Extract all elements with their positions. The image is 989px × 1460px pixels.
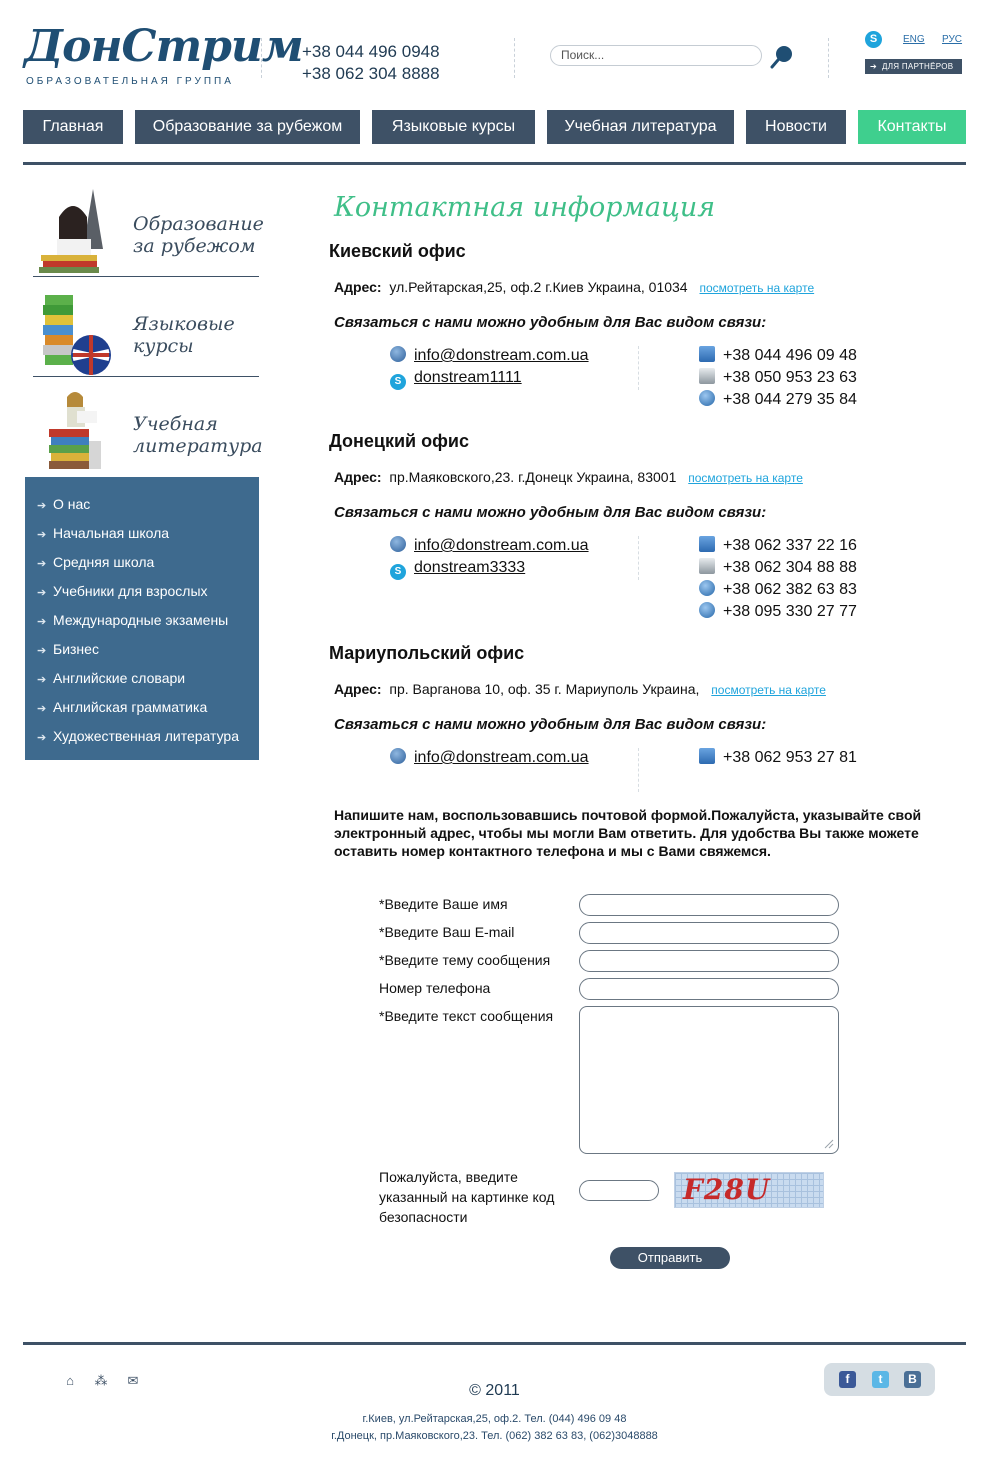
contacts-divider [638, 536, 639, 580]
nav-literature[interactable]: Учебная литература [547, 110, 734, 144]
nav-home[interactable]: Главная [23, 110, 123, 144]
phone-number: +38 062 382 63 83 [723, 581, 857, 598]
contacts-divider [638, 748, 639, 792]
sidebar-item-fiction[interactable] [37, 728, 239, 746]
arrow-right-icon: ➔ [37, 558, 47, 570]
search-icon [770, 45, 794, 69]
office-address [334, 469, 803, 485]
captcha-input[interactable] [579, 1180, 659, 1201]
mobile-icon [699, 390, 715, 406]
address-label: Адрес: [334, 279, 382, 295]
email-item[interactable] [390, 345, 589, 367]
map-link[interactable]: посмотреть на карте [688, 471, 803, 485]
sidebar-item-label: О нас [53, 496, 91, 512]
arrow-right-icon: ➔ [37, 732, 47, 744]
mail-icon[interactable]: ✉ [127, 1373, 139, 1388]
skype-icon: S [390, 374, 406, 390]
search-input[interactable]: Поиск... [550, 45, 762, 66]
nav-study-abroad[interactable]: Образование за рубежом [135, 110, 360, 144]
arrow-right-icon: ➔ [37, 645, 47, 657]
header-divider [261, 38, 262, 78]
office-contacts-right [699, 345, 857, 411]
search-button[interactable] [770, 45, 794, 69]
email-input[interactable] [579, 922, 839, 944]
promo-label: Учебная [133, 413, 218, 435]
phone-number: +38 062 953 27 81 [723, 749, 857, 766]
connect-label: Связаться с нами можно удобным для Вас видом связи: [334, 716, 767, 733]
email-item[interactable] [390, 535, 589, 557]
address-text: пр. Варганова 10, оф. 35 г. Мариуполь Украина, [389, 681, 700, 697]
phone-item [699, 747, 857, 769]
phone-icon [699, 536, 715, 552]
sidebar-item-adult-textbooks[interactable] [37, 583, 208, 601]
sidebar-item-label: Международные экзамены [53, 612, 229, 628]
mail-icon [390, 748, 406, 764]
captcha-label: Пожалуйста, введите указанный на картинке код безопасности [379, 1169, 555, 1225]
arrow-right-icon: ➔ [870, 62, 878, 71]
skype-icon: S [390, 564, 406, 580]
student-eiffel-image [33, 189, 123, 277]
phone-number: +38 044 496 09 48 [723, 347, 857, 364]
address-label: Адрес: [334, 469, 382, 485]
phone-number: +38 044 279 35 84 [723, 391, 857, 408]
sidebar-item-business[interactable] [37, 641, 99, 659]
office-title: Мариупольский офис [329, 643, 525, 663]
sidebar-item-secondary-school[interactable] [37, 554, 154, 572]
phone-item [699, 535, 857, 557]
logo-subtitle: ОБРАЗОВАТЕЛЬНАЯ ГРУППА [26, 76, 234, 87]
address-text: ул.Рейтарская,25, оф.2 г.Киев Украина, 01034 [389, 279, 688, 295]
promo-literature[interactable] [33, 389, 263, 477]
email-label: *Введите Ваш E-mail [379, 924, 515, 940]
office-title: Киевский офис [329, 241, 466, 261]
phone-item [699, 579, 857, 601]
nav-language-courses[interactable]: Языковые курсы [372, 110, 535, 144]
promo-label: Языковые [133, 313, 235, 335]
twitter-icon[interactable]: t [872, 1371, 889, 1388]
vkontakte-icon[interactable]: B [904, 1371, 921, 1388]
arrow-right-icon: ➔ [37, 500, 47, 512]
social-links [824, 1363, 935, 1396]
contacts-divider [638, 346, 639, 390]
promo-study-abroad[interactable] [33, 189, 264, 277]
header-divider [514, 38, 515, 78]
sidebar-item-label: Учебники для взрослых [53, 583, 208, 599]
mobile-icon [699, 580, 715, 596]
connect-label: Связаться с нами можно удобным для Вас видом связи: [334, 314, 767, 331]
footer-address-donetsk: г.Донецк, пр.Маяковского,23. Тел. (062) 382 63 83, (062)3048888 [331, 1430, 658, 1442]
phone-item [699, 367, 857, 389]
promo-label: Образование [133, 213, 264, 235]
arrow-right-icon: ➔ [37, 616, 47, 628]
sidebar-item-label: Начальная школа [53, 525, 170, 541]
nav-news[interactable]: Новости [746, 110, 846, 144]
captcha-image [674, 1172, 824, 1208]
mobile-icon [699, 602, 715, 618]
office-contacts-right [699, 747, 857, 769]
header-divider [828, 38, 829, 78]
sidebar-item-label: Бизнес [53, 641, 99, 657]
skype-link[interactable]: donstream3333 [414, 559, 526, 576]
sitemap-icon[interactable]: ⁂ [94, 1373, 108, 1388]
phone-number: +38 062 304 88 88 [723, 559, 857, 576]
mail-icon [390, 536, 406, 552]
footer-rule [23, 1342, 966, 1345]
office-address [334, 681, 826, 697]
phone-input[interactable] [579, 978, 839, 1000]
phone-item [699, 345, 857, 367]
address-label: Адрес: [334, 681, 382, 697]
header-phone-2: +38 062 304 8888 [302, 64, 440, 83]
phone-icon [699, 748, 715, 764]
promo-label: литература [133, 435, 263, 457]
arrow-right-icon: ➔ [37, 703, 47, 715]
phone-number: +38 050 953 23 63 [723, 369, 857, 386]
resize-handle-icon[interactable] [824, 1139, 834, 1149]
header-rule [23, 162, 966, 165]
fax-icon [699, 558, 715, 574]
connect-label: Связаться с нами можно удобным для Вас видом связи: [334, 504, 767, 521]
phone-number: +38 095 330 27 77 [723, 603, 857, 620]
promo-label: за рубежом [133, 235, 256, 257]
promo-label: курсы [133, 335, 194, 357]
skype-link[interactable]: donstream1111 [414, 369, 522, 386]
home-icon[interactable]: ⌂ [66, 1373, 74, 1388]
submit-button[interactable]: Отправить [610, 1247, 730, 1269]
phone-item [699, 389, 857, 411]
partners-button[interactable] [865, 59, 962, 74]
email-link[interactable]: info@donstream.com.ua [414, 347, 589, 364]
office-contacts-right [699, 535, 857, 623]
sidebar-item-label: Английская грамматика [53, 699, 208, 715]
sidebar-item-about[interactable] [37, 496, 90, 514]
header-phones [302, 41, 440, 85]
subject-input[interactable] [579, 950, 839, 972]
name-label: *Введите Ваше имя [379, 896, 508, 912]
email-link[interactable]: info@donstream.com.ua [414, 537, 589, 554]
arrow-right-icon: ➔ [37, 529, 47, 541]
sidebar-menu [25, 477, 259, 760]
skype-item[interactable] [390, 367, 589, 389]
map-link[interactable]: посмотреть на карте [711, 683, 826, 697]
office-title: Донецкий офис [329, 431, 469, 451]
captcha-text: F28U [683, 1173, 771, 1206]
phone-item [699, 557, 857, 579]
message-label: *Введите текст сообщения [379, 1008, 554, 1024]
office-contacts-left [390, 747, 589, 769]
email-link[interactable]: info@donstream.com.ua [414, 749, 589, 766]
nav-contacts[interactable]: Контакты [858, 110, 966, 144]
logo[interactable]: ДонСтрим [24, 21, 303, 72]
phone-label: Номер телефона [379, 980, 491, 996]
books-globe-image [33, 289, 123, 377]
phone-icon [699, 346, 715, 362]
sidebar-item-label: Английские словари [53, 670, 186, 686]
name-input[interactable] [579, 894, 839, 916]
copyright: © 2011 [469, 1382, 520, 1399]
office-contacts-left [390, 535, 589, 579]
office-address [334, 279, 814, 295]
girl-reading-books-image [33, 389, 123, 477]
sidebar-item-dictionaries[interactable] [37, 670, 185, 688]
fax-icon [699, 368, 715, 384]
partners-label: ДЛЯ ПАРТНЁРОВ [882, 62, 954, 71]
promo-language-courses[interactable] [33, 289, 259, 377]
sidebar-item-label: Художественная литература [53, 728, 239, 744]
skype-icon[interactable]: S [865, 31, 882, 48]
arrow-right-icon: ➔ [37, 587, 47, 599]
form-intro: Напишите нам, воспользовавшись почтовой формой.Пожалуйста, указывайте свой электронный адрес, чтобы мы могли Вам ответить. Для удобства Вы также можете оставить номер контактного телефона и мы с Вами свяжемся. [334, 807, 922, 859]
facebook-icon[interactable]: f [839, 1371, 856, 1388]
subject-label: *Введите тему сообщения [379, 952, 551, 968]
lang-ru-link[interactable]: РУС [942, 34, 963, 45]
address-text: пр.Маяковского,23. г.Донецк Украина, 83001 [389, 469, 677, 485]
header-phone-1: +38 044 496 0948 [302, 42, 440, 61]
message-textarea[interactable] [579, 1006, 839, 1154]
phone-number: +38 062 337 22 16 [723, 537, 857, 554]
phone-item [699, 601, 857, 623]
sidebar-item-grammar[interactable] [37, 699, 207, 717]
sidebar-item-international-exams[interactable] [37, 612, 228, 630]
sidebar-item-label: Средняя школа [53, 554, 155, 570]
page-title: Контактная информация [334, 192, 716, 223]
sidebar-item-primary-school[interactable] [37, 525, 169, 543]
arrow-right-icon: ➔ [37, 674, 47, 686]
email-item[interactable] [390, 747, 589, 769]
lang-en-link[interactable]: ENG [903, 34, 925, 45]
footer-address-kiev: г.Киев, ул.Рейтарская,25, оф.2. Тел. (044) 496 09 48 [362, 1413, 627, 1425]
office-contacts-left [390, 345, 589, 389]
mail-icon [390, 346, 406, 362]
skype-item[interactable] [390, 557, 589, 579]
map-link[interactable]: посмотреть на карте [699, 281, 815, 295]
